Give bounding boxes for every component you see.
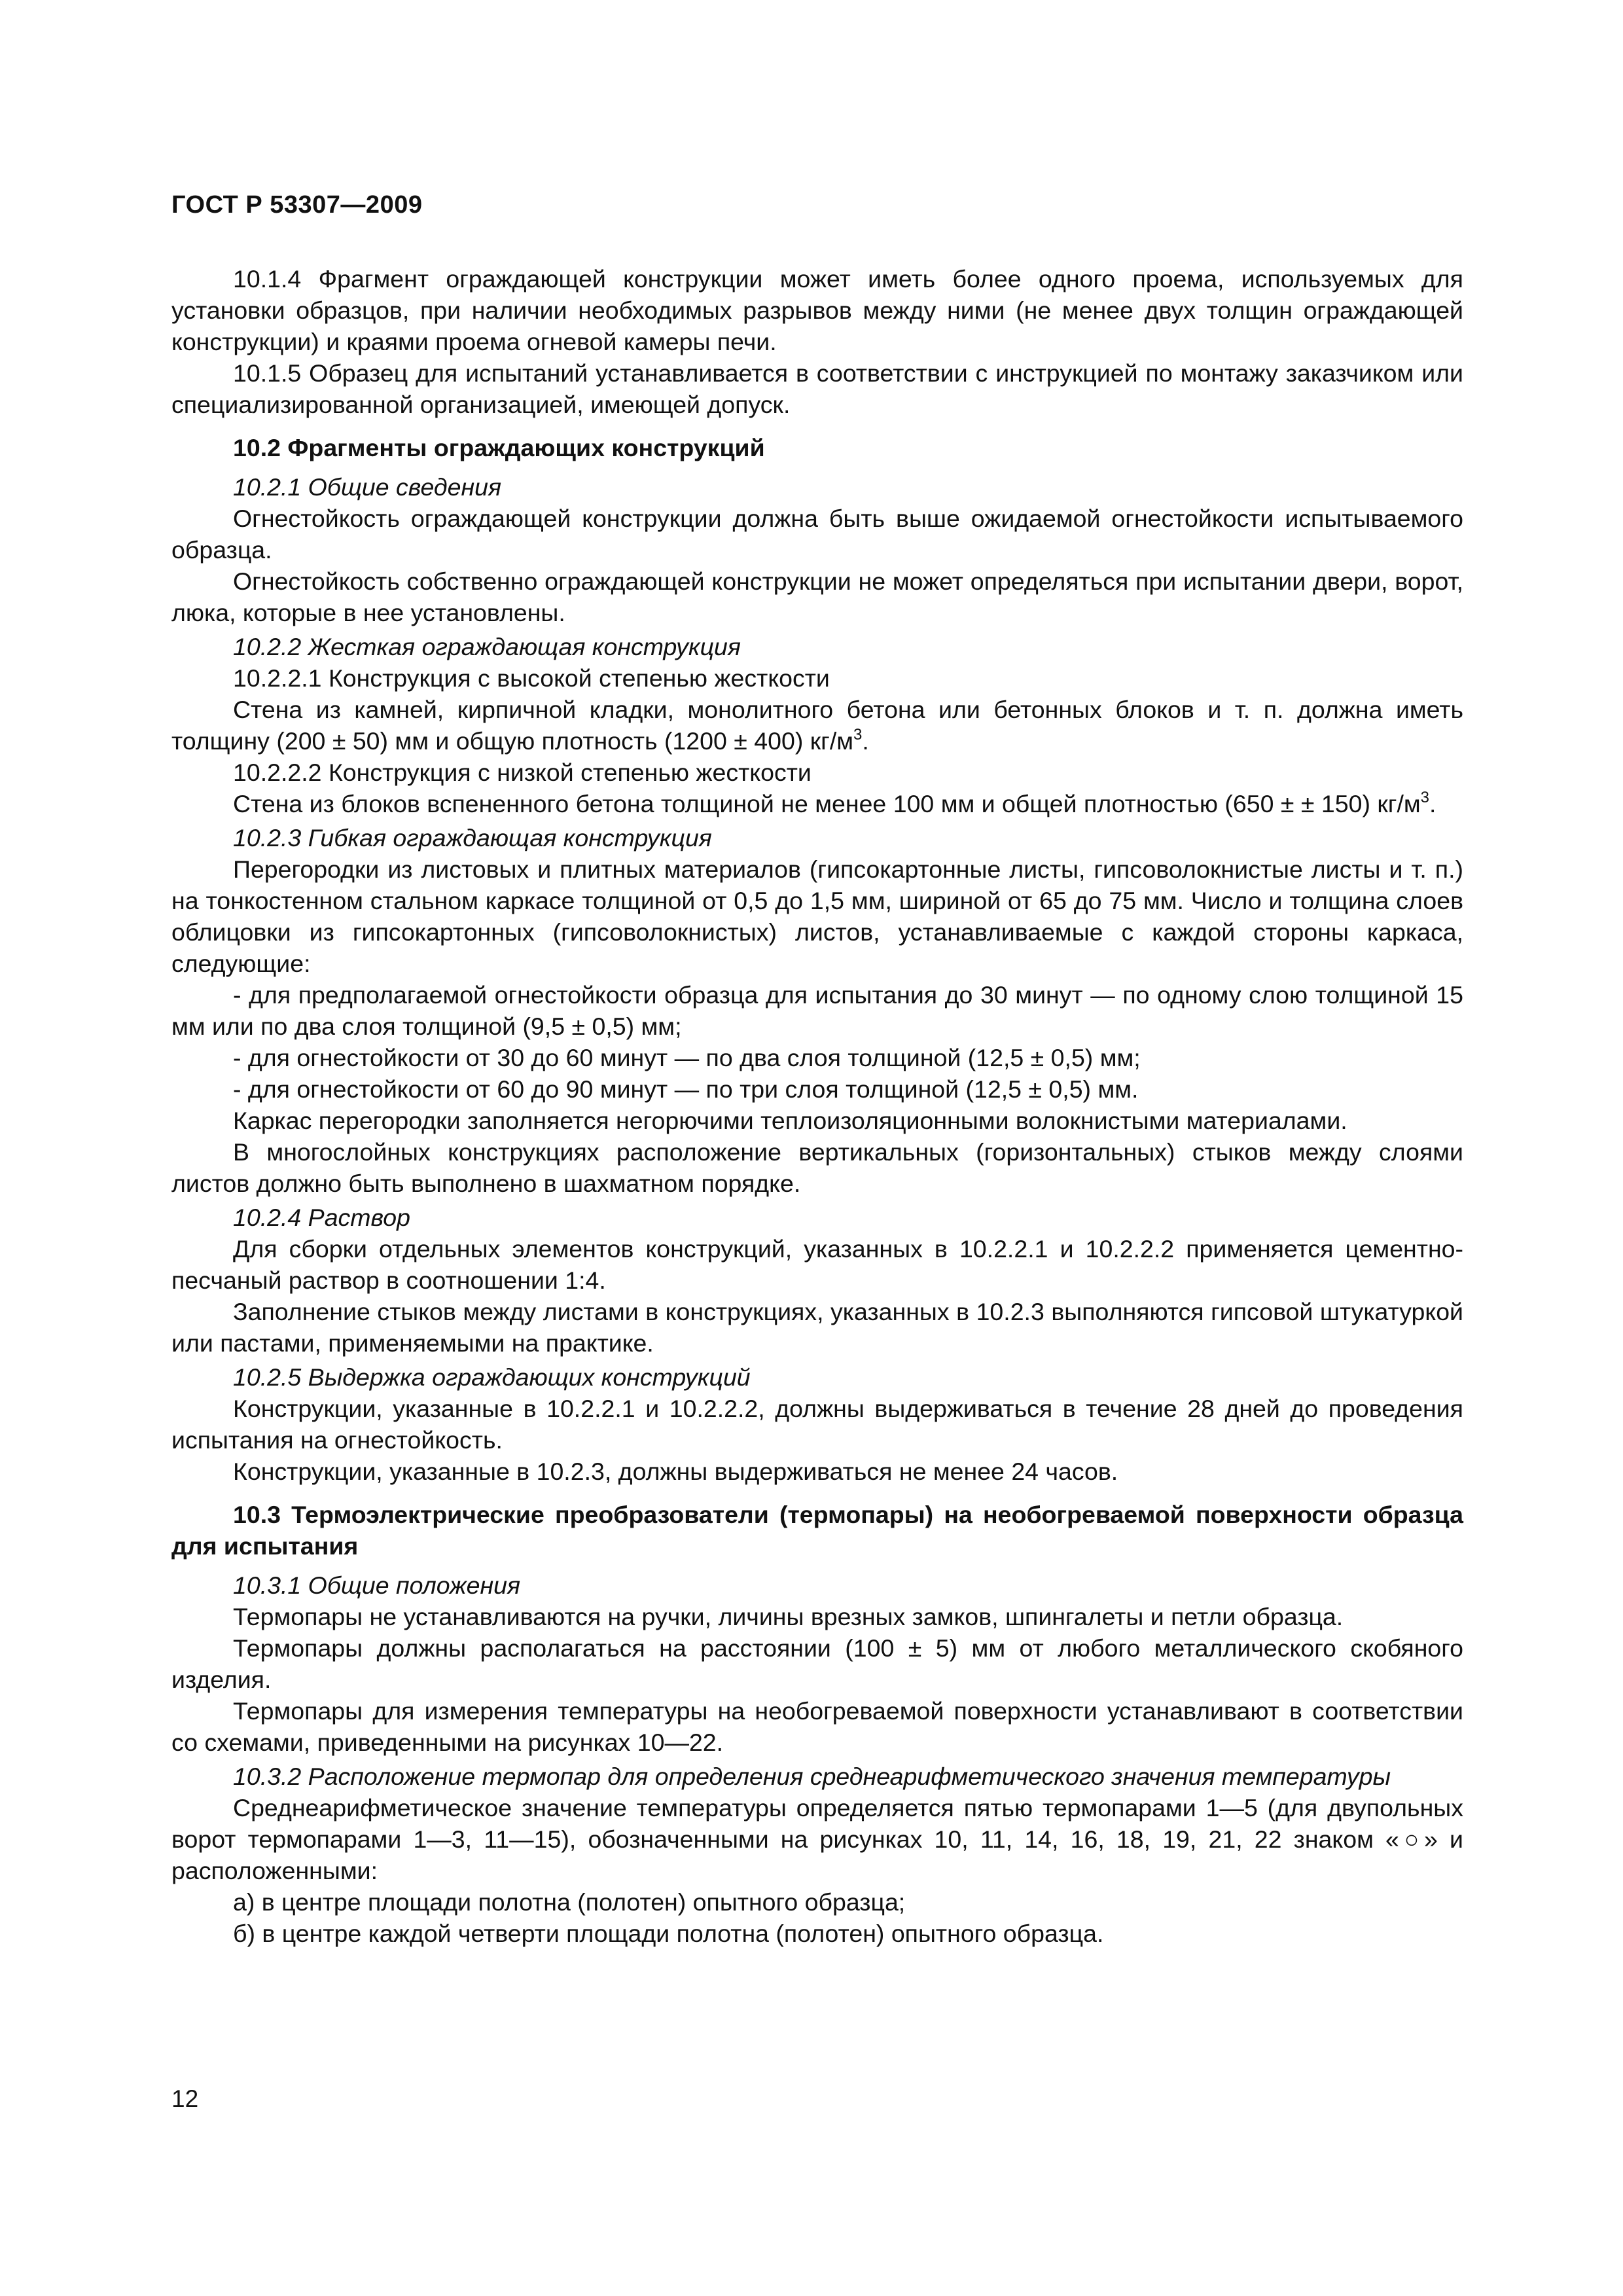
clause-10-2-5-para-b: Конструкции, указанные в 10.2.3, должны выдерживаться не менее 24 часов. xyxy=(233,1458,1118,1485)
clause-10-2-2-2-title: 10.2.2.2 Конструкция с низкой степенью жесткости xyxy=(233,759,812,786)
clause-10-1-5: 10.1.5 Образец для испытаний устанавливается в соответствии с инструкцией по монтажу заказчиком или специализированной организацией, имеющей допуск. xyxy=(171,359,1463,418)
superscript-3: 3 xyxy=(1420,788,1430,806)
clause-end-period: . xyxy=(862,727,869,755)
clause-10-2-3-item-3: - для огнестойкости от 60 до 90 минут — по три слоя толщиной (12,5 ± 0,5) мм. xyxy=(233,1075,1139,1103)
section-10-2-heading: 10.2 Фрагменты ограждающих конструкций xyxy=(233,434,765,461)
subsection-10-3-2-title: 10.3.2 Расположение термопар для определения среднеарифметического значения температуры xyxy=(233,1763,1391,1790)
clause-10-1-4: 10.1.4 Фрагмент ограждающей конструкции может иметь более одного проема, используемых для установки образцов, при наличии необходимых разрывов между ними (не менее двух толщин ограждающей конструкции) и краями проема огневой камеры печи. xyxy=(171,265,1463,355)
clause-10-2-2-1-title: 10.2.2.1 Конструкция с высокой степенью жесткости xyxy=(233,664,830,692)
clause-10-3-2-para-a: Среднеарифметическое значение температуры определяется пятью термопарами 1—5 (для двупольных ворот термопарами 1—3, 11—15), обозначенными на рисунках 10, 11, 14, 16, 18, 19, 21, 22 знаком «○» и расположенными: xyxy=(171,1794,1463,1884)
clause-10-2-1-para-b: Огнестойкость собственно ограждающей конструкции не может определяться при испытании двери, ворот, люка, которые в нее установлены. xyxy=(171,567,1463,626)
subsection-10-2-3-title: 10.2.3 Гибкая ограждающая конструкция xyxy=(233,824,712,852)
clause-10-2-2-2-body: Стена из блоков вспененного бетона толщиной не менее 100 мм и общей плотностью (650 ± ± 150) кг/м xyxy=(233,790,1421,817)
clause-10-2-4-para-b: Заполнение стыков между листами в конструкциях, указанных в 10.2.3 выполняются гипсовой штукатуркой или пастами, применяемыми на практике. xyxy=(171,1298,1463,1357)
subsection-10-3-1-title: 10.3.1 Общие положения xyxy=(233,1571,521,1599)
document-header: ГОСТ Р 53307—2009 xyxy=(171,191,423,219)
clause-10-3-1-para-c: Термопары для измерения температуры на необогреваемой поверхности устанавливают в соответствии со схемами, приведенными на рисунках 10—22. xyxy=(171,1697,1463,1756)
clause-10-2-4-para-a: Для сборки отдельных элементов конструкций, указанных в 10.2.2.1 и 10.2.2.2 применяется цементно-песчаный раствор в соотношении 1:4. xyxy=(171,1235,1463,1294)
clause-10-2-3-item-1: - для предполагаемой огнестойкости образца для испытания до 30 минут — по одному слою толщиной 15 мм или по два слоя толщиной (9,5 ± 0,5) мм; xyxy=(171,981,1463,1040)
clause-10-2-3-para-e: Каркас перегородки заполняется негорючими теплоизоляционными волокнистыми материалами. xyxy=(233,1107,1347,1134)
clause-10-2-2-1-body: Стена из камней, кирпичной кладки, монолитного бетона или бетонных блоков и т. п. должна иметь толщину (200 ± 50) мм и общую плотность (1200 ± 400) кг/м xyxy=(171,696,1463,755)
clause-10-3-2-item-b: б) в центре каждой четверти площади полотна (полотен) опытного образца. xyxy=(233,1920,1104,1947)
clause-10-2-2-1-text xyxy=(171,694,1463,757)
clause-10-2-5-para-a: Конструкции, указанные в 10.2.2.1 и 10.2.2.2, должны выдерживаться в течение 28 дней до проведения испытания на огнестойкость. xyxy=(171,1395,1463,1454)
subsection-10-2-4-title: 10.2.4 Раствор xyxy=(233,1204,410,1231)
clause-10-2-1-para-a: Огнестойкость ограждающей конструкции должна быть выше ожидаемой огнестойкости испытываемого образца. xyxy=(171,505,1463,564)
subsection-10-2-1-title: 10.2.1 Общие сведения xyxy=(233,473,502,501)
subsection-10-2-2-title: 10.2.2 Жесткая ограждающая конструкция xyxy=(233,633,741,660)
clause-10-3-1-para-a: Термопары не устанавливаются на ручки, личины врезных замков, шпингалеты и петли образца. xyxy=(233,1603,1344,1630)
clause-10-2-2-2-text xyxy=(171,788,1463,819)
clause-10-3-2-item-a: а) в центре площади полотна (полотен) опытного образца; xyxy=(233,1888,906,1916)
clause-10-2-3-item-2: - для огнестойкости от 30 до 60 минут — по два слоя толщиной (12,5 ± 0,5) мм; xyxy=(233,1044,1141,1071)
clause-10-2-3-para-f: В многослойных конструкциях расположение вертикальных (горизонтальных) стыков между слоями листов должно быть выполнено в шахматном порядке. xyxy=(171,1138,1463,1197)
clause-end-period: . xyxy=(1429,790,1436,817)
clause-10-3-1-para-b: Термопары должны располагаться на расстоянии (100 ± 5) мм от любого металлического скобяного изделия. xyxy=(171,1634,1463,1693)
document-body xyxy=(171,263,1463,1949)
section-10-3-heading: 10.3 Термоэлектрические преобразователи (термопары) на необогреваемой поверхности образца для испытания xyxy=(171,1501,1463,1560)
clause-10-2-3-para-a: Перегородки из листовых и плитных материалов (гипсокартонные листы, гипсоволокнистые листы и т. п.) на тонкостенном стальном каркасе толщиной от 0,5 до 1,5 мм, шириной от 65 до 75 мм. Число и толщина слоев облицовки из гипсокартонных (гипсоволокнистых) листов, устанавливаемые с каждой стороны каркаса, следующие: xyxy=(171,855,1463,977)
page-number: 12 xyxy=(171,2085,199,2112)
subsection-10-2-5-title: 10.2.5 Выдержка ограждающих конструкций xyxy=(233,1363,751,1391)
superscript-3: 3 xyxy=(853,725,863,744)
